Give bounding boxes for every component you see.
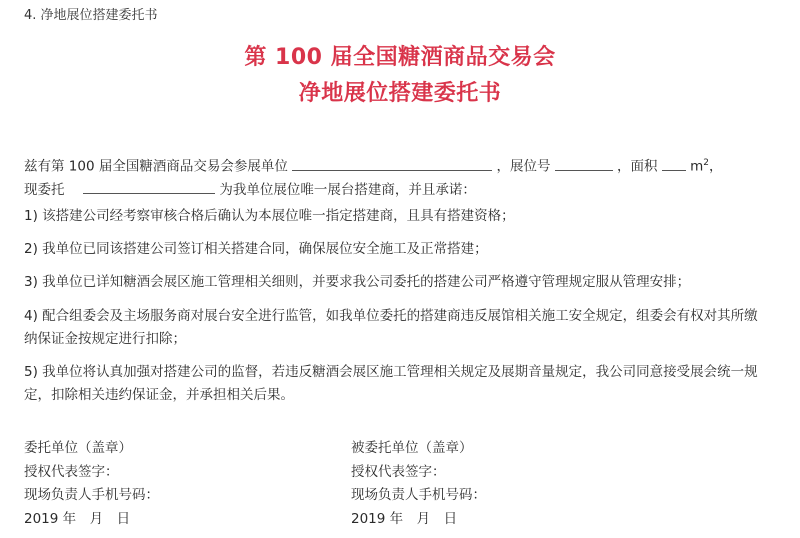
contractor-blank[interactable]	[83, 179, 215, 194]
clause-3: 3) 我单位已详知糖酒会展区施工管理相关细则，并要求我公司委托的搭建公司严格遵守管理规定服从管理安排；	[24, 274, 691, 290]
clause-2: 2) 我单位已同该搭建公司签订相关搭建合同，确保展位安全施工及正常搭建；	[24, 241, 488, 257]
left-sig-phone: 现场负责人手机号码：	[24, 487, 159, 503]
booth-number-blank[interactable]	[555, 156, 613, 171]
intro-text-6: 为我单位展位唯一展台搭建商，并且承诺：	[219, 181, 476, 198]
right-sig-unit: 被委托单位（盖章）	[351, 440, 473, 456]
document-title-line2: 净地展位搭建委托书	[298, 81, 502, 106]
intro-text-2: ，展位号	[496, 158, 551, 175]
clause-4: 4) 配合组委会及主场服务商对展台安全进行监管，如我单位委托的搭建商违反展馆相关施工安全规定，组委会有权对其所缴纳保证金按规定进行扣除；	[24, 308, 758, 347]
right-sig-rep: 授权代表签字：	[351, 463, 446, 480]
intro-text-4: ，	[709, 158, 723, 175]
intro-text-5: 现委托	[24, 181, 65, 198]
section-label: 4. 净地展位搭建委托书	[24, 8, 158, 23]
document-title-line1: 第 100 届全国糖酒商品交易会	[244, 45, 556, 70]
intro-paragraph	[24, 152, 764, 202]
exhibitor-blank[interactable]	[292, 156, 492, 171]
clause-1: 1) 该搭建公司经考察审核合格后确认为本展位唯一指定搭建商，且具有搭建资格；	[24, 208, 515, 224]
right-sig-date: 2019 年 月 日	[351, 510, 458, 527]
area-blank[interactable]	[662, 156, 686, 171]
area-unit-sup: 2	[703, 158, 710, 168]
intro-text-3: ，面积	[617, 158, 658, 175]
area-unit: m	[690, 158, 704, 175]
clause-5: 5) 我单位将认真加强对搭建公司的监督，若违反糖酒会展区施工管理相关规定及展期音量规定，我公司同意接受展会统一规定，扣除相关违约保证金，并承担相关后果。	[24, 364, 758, 403]
left-sig-unit: 委托单位（盖章）	[24, 440, 132, 456]
left-signature-block	[24, 437, 159, 531]
left-sig-rep: 授权代表签字：	[24, 463, 119, 480]
right-signature-block	[351, 437, 486, 531]
right-sig-phone: 现场负责人手机号码：	[351, 487, 486, 503]
left-sig-date: 2019 年 月 日	[24, 510, 131, 527]
intro-text-1: 兹有第 100 届全国糖酒商品交易会参展单位	[24, 158, 288, 175]
